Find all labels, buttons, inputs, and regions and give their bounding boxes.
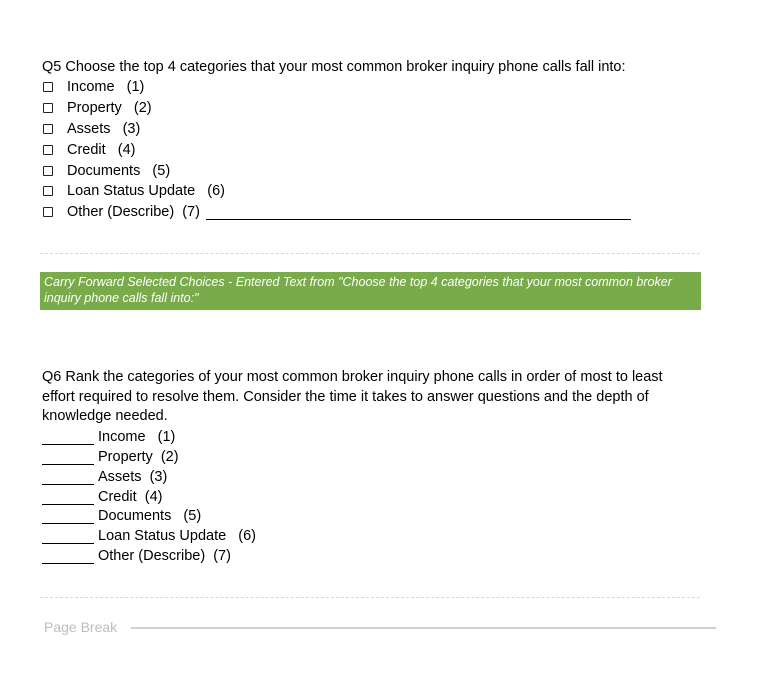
q6-rank-list bbox=[42, 425, 256, 564]
checkbox-icon[interactable] bbox=[43, 82, 53, 92]
option-label: Assets (3) bbox=[67, 120, 141, 137]
rank-label: Assets (3) bbox=[98, 468, 168, 485]
q6-rank-item-loan-status-update bbox=[42, 524, 256, 544]
page-break-label: Page Break bbox=[44, 619, 118, 635]
rank-label: Credit (4) bbox=[98, 488, 163, 505]
question-divider bbox=[40, 597, 700, 598]
checkbox-icon[interactable] bbox=[43, 145, 53, 155]
rank-blank-field[interactable] bbox=[42, 450, 94, 465]
option-label: Income (1) bbox=[67, 79, 145, 96]
q5-question-title: Q5 Choose the top 4 categories that your most common broker inquiry phone calls fall into: bbox=[42, 59, 626, 75]
page-break-line bbox=[131, 627, 716, 629]
checkbox-icon[interactable] bbox=[43, 124, 53, 134]
q5-options-list bbox=[42, 77, 631, 223]
q6-rank-item-property bbox=[42, 445, 256, 465]
checkbox-icon[interactable] bbox=[43, 207, 53, 217]
rank-blank-field[interactable] bbox=[42, 509, 94, 524]
q5-option-property[interactable] bbox=[42, 98, 631, 119]
q5-option-other[interactable] bbox=[42, 202, 631, 223]
rank-label: Property (2) bbox=[98, 448, 179, 465]
option-label: Other (Describe) (7) bbox=[67, 204, 200, 221]
rank-blank-field[interactable] bbox=[42, 470, 94, 485]
q5-option-loan-status-update[interactable] bbox=[42, 181, 631, 202]
checkbox-icon[interactable] bbox=[43, 103, 53, 113]
option-label: Documents (5) bbox=[67, 162, 171, 179]
rank-label: Loan Status Update (6) bbox=[98, 528, 256, 545]
rank-blank-field[interactable] bbox=[42, 490, 94, 505]
checkbox-icon[interactable] bbox=[43, 166, 53, 176]
rank-blank-field[interactable] bbox=[42, 430, 94, 445]
q6-rank-item-documents bbox=[42, 505, 256, 525]
q6-question-title: Q6 Rank the categories of your most common broker inquiry phone calls in order of most to least effort required to resolve them. Consider the time it takes to answer questions and the depth of knowledge needed. bbox=[42, 369, 663, 424]
carry-forward-banner: Carry Forward Selected Choices - Entered Text from "Choose the top 4 categories that your most common broker inquiry phone calls fall into:" bbox=[40, 272, 701, 310]
q6-rank-item-credit bbox=[42, 485, 256, 505]
checkbox-icon[interactable] bbox=[43, 186, 53, 196]
option-label: Loan Status Update (6) bbox=[67, 183, 225, 200]
q5-option-credit[interactable] bbox=[42, 139, 631, 160]
q6-rank-item-assets bbox=[42, 465, 256, 485]
rank-label: Other (Describe) (7) bbox=[98, 548, 231, 565]
q6-rank-item-other bbox=[42, 544, 256, 564]
other-describe-text-field[interactable] bbox=[206, 205, 631, 220]
rank-label: Income (1) bbox=[98, 428, 176, 445]
option-label: Credit (4) bbox=[67, 141, 136, 158]
question-divider bbox=[40, 253, 700, 254]
q6-rank-item-income bbox=[42, 425, 256, 445]
rank-blank-field[interactable] bbox=[42, 549, 94, 564]
rank-label: Documents (5) bbox=[98, 508, 202, 525]
page-break bbox=[44, 617, 716, 637]
rank-blank-field[interactable] bbox=[42, 529, 94, 544]
q5-option-income[interactable] bbox=[42, 77, 631, 98]
option-label: Property (2) bbox=[67, 100, 152, 117]
q5-option-assets[interactable] bbox=[42, 119, 631, 140]
q5-option-documents[interactable] bbox=[42, 160, 631, 181]
